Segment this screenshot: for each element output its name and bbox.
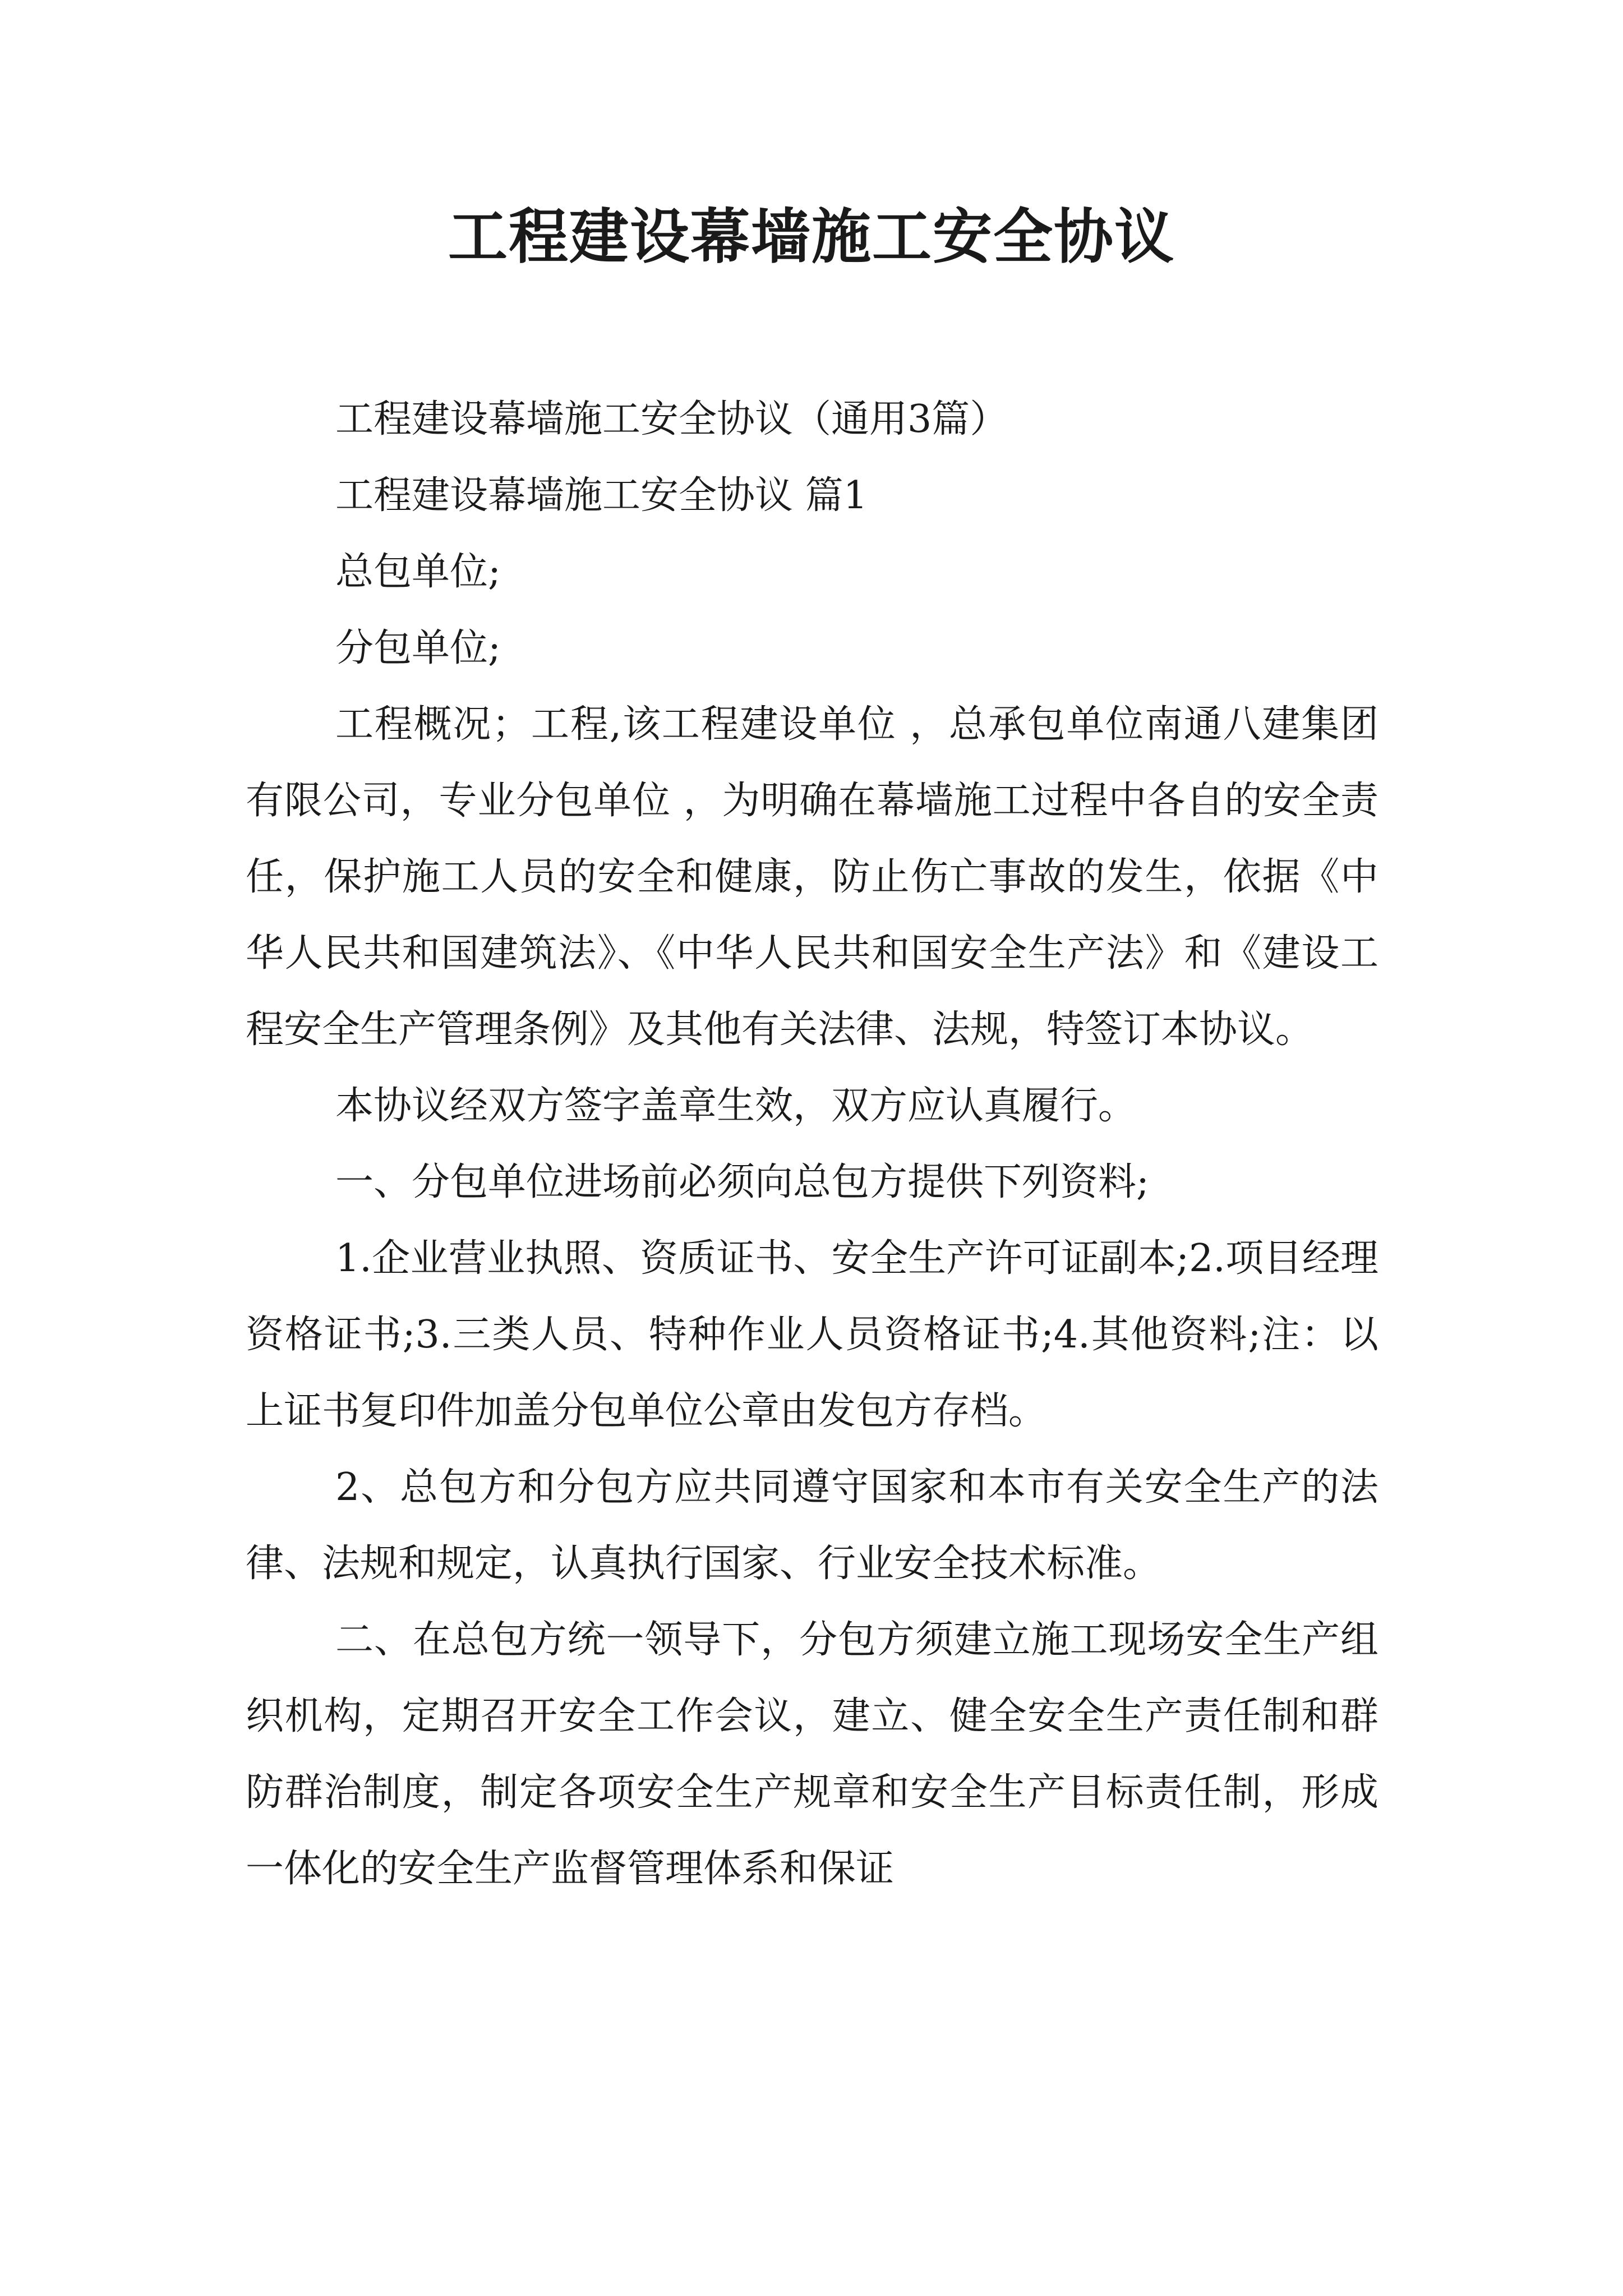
document-body: [246, 381, 1378, 1907]
paragraph-section-heading: 工程建设幕墙施工安全协议 篇1: [335, 473, 868, 518]
paragraph-effectiveness: 本协议经双方签字盖章生效，双方应认真履行。: [335, 1084, 1137, 1128]
paragraph-subcontractor: 分包单位;: [335, 626, 501, 670]
document-title: 工程建设幕墙施工安全协议: [448, 201, 1175, 272]
paragraph-project-overview: 工程概况；工程,该工程建设单位 ，总承包单位南通八建集团有限公司，专业分包单位 ，为明确在幕墙施工过程中各自的安全责任，保护施工人员的安全和健康，防止伤亡事故的发生，依据《中华人民共和国建筑法》、《中华人民共和国安全生产法》和《建设工程安全生产管理条例》及其他有关法律、法规，特签订本协议。: [246, 702, 1378, 1052]
paragraph-clause-section-2: 二、在总包方统一领导下，分包方须建立施工现场安全生产组织机构，定期召开安全工作会议，建立、健全安全生产责任制和群防群治制度，制定各项安全生产规章和安全生产目标责任制，形成一体化的安全生产监督管理体系和保证: [246, 1618, 1378, 1891]
paragraph-clause-1: 一、分包单位进场前必须向总包方提供下列资料;: [335, 1160, 1149, 1204]
paragraph-subtitle: 工程建设幕墙施工安全协议（通用3篇）: [335, 397, 1008, 441]
paragraph-clause-2: 2、总包方和分包方应共同遵守国家和本市有关安全生产的法律、法规和规定，认真执行国家、行业安全技术标准。: [246, 1465, 1378, 1586]
paragraph-required-documents: 1.企业营业执照、资质证书、安全生产许可证副本;2.项目经理资格证书;3.三类人员、特种作业人员资格证书;4.其他资料;注：以上证书复印件加盖分包单位公章由发包方存档。: [246, 1236, 1378, 1433]
paragraph-general-contractor: 总包单位;: [335, 550, 501, 594]
